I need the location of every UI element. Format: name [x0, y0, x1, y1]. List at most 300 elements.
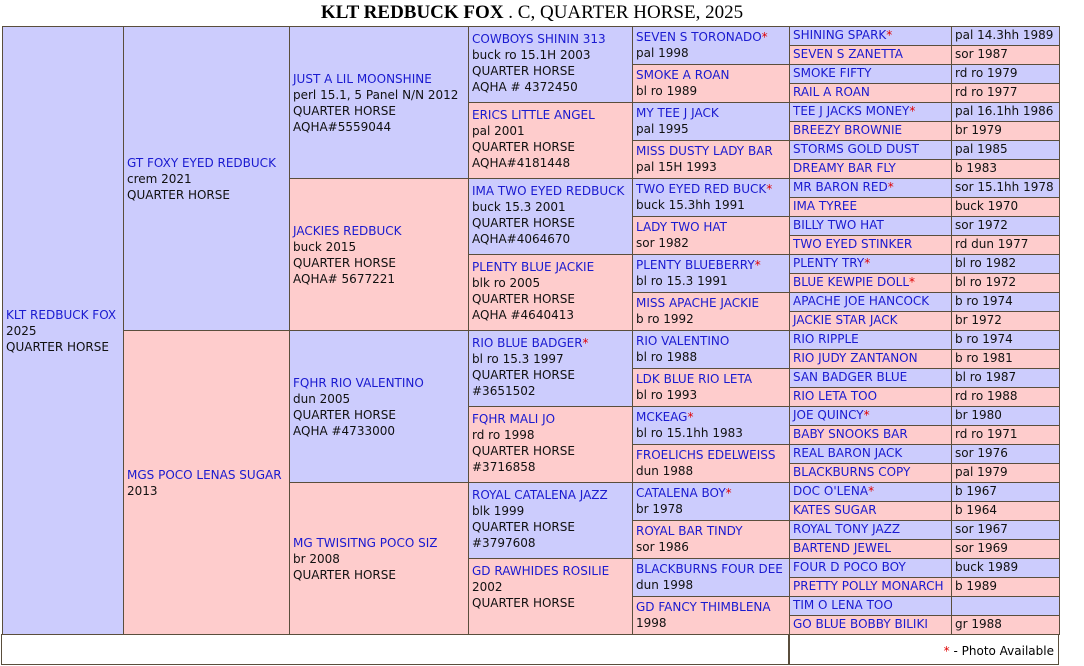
ggg-grandparent-info: rd ro 1979	[955, 66, 1018, 80]
horse-name-link[interactable]: SEVEN S ZANETTA	[793, 47, 903, 61]
gg-grandparent-name[interactable]	[636, 409, 786, 425]
horse-name-link[interactable]: GD FANCY THIMBLENA	[636, 600, 771, 614]
ggg-grandparent-info: sor 1967	[955, 522, 1008, 536]
horse-detail-line: dun 2005	[293, 391, 351, 406]
ggg-grandparent-info: rd ro 1977	[955, 85, 1018, 99]
horse-detail-line: QUARTER HORSE	[472, 64, 575, 78]
great-grandparent-cell	[468, 26, 633, 103]
gg-grandparent-name[interactable]	[636, 447, 786, 463]
ggg-grandparent-name[interactable]	[793, 578, 948, 594]
horse-name-link[interactable]: ROYAL CATALENA JAZZ	[472, 488, 608, 502]
ggg-grandparent-name[interactable]	[793, 65, 948, 81]
horse-detail-line: buck 2015	[293, 239, 357, 254]
horse-detail-line: QUARTER HORSE	[472, 444, 575, 458]
horse-name-link[interactable]: DOC O'LENA	[793, 484, 869, 498]
gg-grandparent-name[interactable]	[636, 333, 786, 349]
ggg-grandparent-info: buck 1970	[955, 199, 1019, 213]
subject-horse-name[interactable]	[6, 307, 120, 323]
horse-name-link[interactable]: FROELICHS EDELWEISS	[636, 448, 776, 462]
horse-name-link[interactable]: KLT REDBUCK FOX	[6, 307, 117, 322]
horse-name-link[interactable]: LDK BLUE RIO LETA	[636, 372, 753, 386]
horse-detail-line: AQHA # 4372450	[472, 80, 578, 94]
ggg-grandparent-info-cell	[951, 178, 1060, 198]
ggg-grandparent-name[interactable]	[793, 84, 948, 100]
ggg-grandparent-name-cell	[789, 140, 952, 160]
ggg-grandparent-info-cell	[951, 482, 1060, 502]
ggg-grandparent-name[interactable]	[793, 160, 948, 176]
ggg-grandparent-info: b ro 1981	[955, 351, 1013, 365]
horse-name-link[interactable]: DREAMY BAR FLY	[793, 161, 896, 175]
ggg-grandparent-name-cell	[789, 102, 952, 122]
horse-name-link[interactable]: JACKIES REDBUCK	[293, 223, 402, 238]
gg-grandparent-cell	[632, 64, 790, 103]
horse-name-link[interactable]: COWBOYS SHININ 313	[472, 32, 606, 46]
gg-grandparent-cell	[632, 140, 790, 179]
horse-name-link[interactable]: TWO EYED STINKER	[793, 237, 913, 251]
ggg-grandparent-name-cell	[789, 178, 952, 198]
ggg-grandparent-info-cell	[951, 387, 1060, 407]
ggg-grandparent-name-cell	[789, 235, 952, 255]
ggg-grandparent-info: rd ro 1988	[955, 389, 1018, 403]
gg-grandparent-name[interactable]	[636, 29, 786, 45]
ggg-grandparent-name[interactable]	[793, 331, 948, 347]
horse-detail-line: QUARTER HORSE	[127, 187, 230, 202]
ggg-grandparent-info-cell	[951, 26, 1060, 46]
photo-star-icon: *	[886, 28, 893, 42]
gg-grandparent-cell	[632, 444, 790, 483]
horse-detail-line: buck 15.3hh 1991	[636, 198, 745, 212]
ggg-grandparent-info-cell	[951, 330, 1060, 350]
horse-detail-line: QUARTER HORSE	[472, 140, 575, 154]
subject-horse-cell	[2, 26, 124, 635]
ggg-grandparent-name-cell	[789, 406, 952, 426]
ggg-grandparent-info: pal 1985	[955, 142, 1008, 156]
horse-detail-line: br 2008	[293, 551, 340, 566]
ggg-grandparent-info-cell	[951, 501, 1060, 521]
gg-grandparent-cell	[632, 292, 790, 331]
horse-detail-line: AQHA#4064670	[472, 232, 571, 246]
ggg-grandparent-info: br 1972	[955, 313, 1002, 327]
ggg-grandparent-name[interactable]	[793, 122, 948, 138]
horse-name-link[interactable]: MY TEE J JACK	[636, 106, 719, 120]
horse-detail-line: QUARTER HORSE	[472, 520, 575, 534]
horse-detail-line: br 1978	[636, 502, 683, 516]
horse-detail-line: AQHA#5559044	[293, 119, 392, 134]
ggg-grandparent-info: sor 1976	[955, 446, 1008, 460]
horse-name-link[interactable]: JUST A LIL MOONSHINE	[293, 71, 432, 86]
photo-star-icon: *	[864, 256, 871, 270]
gg-grandparent-cell	[632, 102, 790, 141]
ggg-grandparent-info: b 1964	[955, 503, 997, 517]
horse-detail-line: sor 1986	[636, 540, 689, 554]
horse-name-link[interactable]: BLACKBURNS FOUR DEE	[636, 562, 783, 576]
great-grandparent-cell	[468, 330, 633, 407]
ggg-grandparent-info-cell	[951, 254, 1060, 274]
ggg-grandparent-name[interactable]	[793, 293, 948, 309]
ggg-grandparent-info-cell	[951, 64, 1060, 84]
horse-detail-line: QUARTER HORSE	[472, 368, 575, 382]
gg-grandparent-cell	[632, 406, 790, 445]
great-grandparent-name[interactable]	[472, 335, 629, 351]
sire-dam-name[interactable]	[127, 467, 286, 483]
great-grandparent-name[interactable]	[472, 563, 629, 579]
ggg-grandparent-name[interactable]	[793, 426, 948, 442]
horse-name-link[interactable]: MISS DUSTY LADY BAR	[636, 144, 773, 158]
horse-name-link[interactable]: GD RAWHIDES ROSILIE	[472, 564, 610, 578]
horse-detail-line: bl ro 15.3 1997	[472, 352, 564, 366]
pedigree-title	[0, 2, 1064, 24]
horse-detail-line: pal 15H 1993	[636, 160, 717, 174]
horse-detail-line: rd ro 1998	[472, 428, 535, 442]
ggg-grandparent-info-cell	[951, 102, 1060, 122]
ggg-grandparent-info: gr 1988	[955, 617, 1002, 631]
ggg-grandparent-info: buck 1989	[955, 560, 1019, 574]
great-grandparent-name[interactable]	[472, 487, 629, 503]
horse-name-link[interactable]: BREEZY BROWNIE	[793, 123, 903, 137]
ggg-grandparent-info: b 1989	[955, 579, 997, 593]
ggg-grandparent-name-cell	[789, 463, 952, 483]
ggg-grandparent-name[interactable]	[793, 179, 948, 195]
horse-detail-line: bl ro 1993	[636, 388, 698, 402]
ggg-grandparent-info-cell	[951, 83, 1060, 103]
grandparent-cell	[289, 330, 469, 483]
ggg-grandparent-info: sor 15.1hh 1978	[955, 180, 1054, 194]
horse-detail-line: #3651502	[472, 384, 536, 398]
horse-detail-line: QUARTER HORSE	[293, 255, 396, 270]
ggg-grandparent-name[interactable]	[793, 559, 948, 575]
horse-name-link[interactable]: FOUR D POCO BOY	[793, 560, 906, 574]
photo-star-icon: *	[687, 410, 694, 424]
ggg-grandparent-info-cell	[951, 577, 1060, 597]
horse-name-link[interactable]: SAN BADGER BLUE	[793, 370, 908, 384]
great-grandparent-name[interactable]	[472, 183, 629, 199]
ggg-grandparent-name[interactable]	[793, 255, 948, 271]
horse-name-link[interactable]: PLENTY BLUE JACKIE	[472, 260, 595, 274]
horse-detail-line: 2002	[472, 580, 503, 594]
ggg-grandparent-info-cell	[951, 406, 1060, 426]
ggg-grandparent-info-cell	[951, 159, 1060, 179]
photo-available-legend	[789, 634, 1059, 665]
ggg-grandparent-info: sor 1969	[955, 541, 1008, 555]
horse-detail-line: pal 2001	[472, 124, 525, 138]
horse-detail-line: #3716858	[472, 460, 536, 474]
horse-detail-line: QUARTER HORSE	[472, 216, 575, 230]
horse-name-link[interactable]: STORMS GOLD DUST	[793, 142, 919, 156]
horse-name-link[interactable]: GO BLUE BOBBY BILIKI	[793, 617, 928, 631]
great-grandparent-cell	[468, 406, 633, 483]
horse-name-link[interactable]: LADY TWO HAT	[636, 220, 727, 234]
ggg-grandparent-info-cell	[951, 292, 1060, 312]
horse-detail-line: bl ro 1988	[636, 350, 698, 364]
ggg-grandparent-name-cell	[789, 596, 952, 616]
gg-grandparent-name[interactable]	[636, 257, 786, 273]
ggg-grandparent-name-cell	[789, 330, 952, 350]
ggg-grandparent-name-cell	[789, 311, 952, 331]
ggg-grandparent-name[interactable]	[793, 103, 948, 119]
gg-grandparent-cell	[632, 330, 790, 369]
grandparent-cell	[289, 482, 469, 635]
ggg-grandparent-info: rd dun 1977	[955, 237, 1029, 251]
ggg-grandparent-name[interactable]	[793, 540, 948, 556]
horse-detail-line: QUARTER HORSE	[293, 407, 396, 422]
sire-dam-cell	[123, 330, 290, 635]
horse-detail-line: blk ro 2005	[472, 276, 541, 290]
great-grandparent-cell	[468, 254, 633, 331]
ggg-grandparent-name-cell	[789, 292, 952, 312]
gg-grandparent-name[interactable]	[636, 295, 786, 311]
ggg-grandparent-info-cell	[951, 539, 1060, 559]
ggg-grandparent-info: bl ro 1987	[955, 370, 1017, 384]
horse-name-link[interactable]: PLENTY BLUEBERRY	[636, 258, 755, 272]
horse-name-link[interactable]: BABY SNOOKS BAR	[793, 427, 908, 441]
horse-detail-line: crem 2021	[127, 171, 192, 186]
horse-name-link[interactable]: BLACKBURNS COPY	[793, 465, 911, 479]
ggg-grandparent-name[interactable]	[793, 198, 948, 214]
horse-name-link[interactable]: IMA TYREE	[793, 199, 858, 213]
ggg-grandparent-info: sor 1972	[955, 218, 1008, 232]
ggg-grandparent-info-cell	[951, 311, 1060, 331]
ggg-grandparent-name[interactable]	[793, 274, 948, 290]
ggg-grandparent-name-cell	[789, 501, 952, 521]
horse-name-link[interactable]: REAL BARON JACK	[793, 446, 903, 460]
gg-grandparent-name[interactable]	[636, 67, 786, 83]
horse-detail-line: 1998	[636, 616, 667, 630]
ggg-grandparent-info: b ro 1974	[955, 294, 1013, 308]
ggg-grandparent-name-cell	[789, 368, 952, 388]
horse-name-link[interactable]: TIM O LENA TOO	[793, 598, 893, 612]
photo-star-icon: *	[909, 275, 916, 289]
horse-detail-line: perl 15.1, 5 Panel N/N 2012	[293, 87, 459, 102]
ggg-grandparent-name[interactable]	[793, 236, 948, 252]
ggg-grandparent-info-cell	[951, 121, 1060, 141]
ggg-grandparent-name-cell	[789, 520, 952, 540]
horse-name-link[interactable]: MCKEAG	[636, 410, 688, 424]
horse-detail-line: QUARTER HORSE	[293, 103, 396, 118]
horse-name-link[interactable]: SHINING SPARK	[793, 28, 887, 42]
ggg-grandparent-info-cell	[951, 197, 1060, 217]
horse-name-link[interactable]: FQHR MALI JO	[472, 412, 556, 426]
horse-name-link[interactable]: TWO EYED RED BUCK	[636, 182, 767, 196]
sire-dam-name[interactable]	[127, 155, 286, 171]
horse-name-link[interactable]: BARTEND JEWEL	[793, 541, 892, 555]
horse-name-link[interactable]: IMA TWO EYED REDBUCK	[472, 184, 625, 198]
ggg-grandparent-name-cell	[789, 577, 952, 597]
horse-name-link[interactable]: RIO BLUE BADGER	[472, 336, 583, 350]
ggg-grandparent-name-cell	[789, 615, 952, 635]
ggg-grandparent-name-cell	[789, 558, 952, 578]
horse-name-link[interactable]: SMOKE A ROAN	[636, 68, 730, 82]
horse-name-link[interactable]: MG TWISITNG POCO SIZ	[293, 535, 438, 550]
photo-star-icon: *	[909, 104, 916, 118]
horse-name-link[interactable]: RIO JUDY ZANTANON	[793, 351, 918, 365]
ggg-grandparent-info: b 1983	[955, 161, 997, 175]
gg-grandparent-cell	[632, 254, 790, 293]
horse-name-link[interactable]: FQHR RIO VALENTINO	[293, 375, 424, 390]
horse-name-link[interactable]: JACKIE STAR JACK	[793, 313, 898, 327]
ggg-grandparent-info-cell	[951, 520, 1060, 540]
horse-name-link[interactable]: MISS APACHE JACKIE	[636, 296, 760, 310]
great-grandparent-name[interactable]	[472, 107, 629, 123]
ggg-grandparent-name[interactable]	[793, 464, 948, 480]
ggg-grandparent-info-cell	[951, 140, 1060, 160]
horse-name-link[interactable]: PRETTY POLLY MONARCH	[793, 579, 944, 593]
horse-name-link[interactable]: RIO LETA TOO	[793, 389, 878, 403]
ggg-grandparent-info-cell	[951, 596, 1060, 616]
ggg-grandparent-name-cell	[789, 482, 952, 502]
gg-grandparent-cell	[632, 26, 790, 65]
photo-star-icon: *	[943, 644, 950, 658]
ggg-grandparent-name-cell	[789, 349, 952, 369]
horse-detail-line: pal 1998	[636, 46, 689, 60]
ggg-grandparent-info-cell	[951, 273, 1060, 293]
horse-detail-line: blk 1999	[472, 504, 525, 518]
horse-name-link[interactable]: JOE QUINCY	[793, 408, 864, 422]
ggg-grandparent-name-cell	[789, 387, 952, 407]
horse-detail-line: 2025	[6, 323, 37, 338]
horse-detail-line: QUARTER HORSE	[293, 567, 396, 582]
ggg-grandparent-name[interactable]	[793, 445, 948, 461]
horse-detail-line: bl ro 15.3 1991	[636, 274, 728, 288]
great-grandparent-name[interactable]	[472, 31, 629, 47]
horse-detail-line: bl ro 15.1hh 1983	[636, 426, 743, 440]
gg-grandparent-cell	[632, 596, 790, 635]
horse-name-link[interactable]: GT FOXY EYED REDBUCK	[127, 155, 276, 170]
ggg-grandparent-name[interactable]	[793, 616, 948, 632]
grandparent-name[interactable]	[293, 535, 465, 551]
ggg-grandparent-name-cell	[789, 425, 952, 445]
ggg-grandparent-name[interactable]	[793, 312, 948, 328]
gg-grandparent-name[interactable]	[636, 485, 786, 501]
gg-grandparent-name[interactable]	[636, 523, 786, 539]
grandparent-name[interactable]	[293, 375, 465, 391]
ggg-grandparent-name-cell	[789, 197, 952, 217]
horse-detail-line: 2013	[127, 483, 158, 498]
ggg-grandparent-info-cell	[951, 558, 1060, 578]
horse-detail-line: QUARTER HORSE	[6, 339, 109, 354]
horse-detail-line: AQHA# 5677221	[293, 271, 395, 286]
horse-name-link[interactable]: MR BARON RED	[793, 180, 888, 194]
ggg-grandparent-name[interactable]	[793, 483, 948, 499]
horse-name-link[interactable]: ROYAL BAR TINDY	[636, 524, 743, 538]
horse-detail-line: AQHA#4181448	[472, 156, 571, 170]
gg-grandparent-name[interactable]	[636, 599, 786, 615]
ggg-grandparent-info: sor 1987	[955, 47, 1008, 61]
horse-name-link[interactable]: ROYAL TONY JAZZ	[793, 522, 901, 536]
ggg-grandparent-name[interactable]	[793, 350, 948, 366]
horse-name-link[interactable]: SMOKE FIFTY	[793, 66, 872, 80]
horse-detail-line: QUARTER HORSE	[472, 292, 575, 306]
ggg-grandparent-name[interactable]	[793, 521, 948, 537]
ggg-grandparent-info-cell	[951, 349, 1060, 369]
ggg-grandparent-name[interactable]	[793, 141, 948, 157]
grandparent-cell	[289, 26, 469, 179]
ggg-grandparent-info: rd ro 1971	[955, 427, 1018, 441]
ggg-grandparent-info-cell	[951, 368, 1060, 388]
great-grandparent-cell	[468, 558, 633, 635]
horse-name-link[interactable]: MGS POCO LENAS SUGAR	[127, 467, 282, 482]
ggg-grandparent-info: b 1967	[955, 484, 997, 498]
great-grandparent-cell	[468, 178, 633, 255]
horse-name-link[interactable]: KATES SUGAR	[793, 503, 877, 517]
horse-detail-line: buck 15.3 2001	[472, 200, 566, 214]
ggg-grandparent-name[interactable]	[793, 27, 948, 43]
horse-name-link[interactable]: RIO VALENTINO	[636, 334, 730, 348]
ggg-grandparent-name-cell	[789, 216, 952, 236]
gg-grandparent-cell	[632, 368, 790, 407]
ggg-grandparent-name-cell	[789, 45, 952, 65]
horse-name-link[interactable]: BLUE KEWPIE DOLL	[793, 275, 910, 289]
horse-detail-line: dun 1998	[636, 578, 694, 592]
horse-detail-line: #3797608	[472, 536, 536, 550]
great-grandparent-name[interactable]	[472, 259, 629, 275]
ggg-grandparent-name-cell	[789, 444, 952, 464]
sire-dam-cell	[123, 26, 290, 331]
gg-grandparent-cell	[632, 520, 790, 559]
horse-name-link[interactable]: RIO RIPPLE	[793, 332, 859, 346]
ggg-grandparent-name[interactable]	[793, 502, 948, 518]
horse-name-link[interactable]: PLENTY TRY	[793, 256, 865, 270]
gg-grandparent-name[interactable]	[636, 181, 786, 197]
ggg-grandparent-name[interactable]	[793, 369, 948, 385]
ggg-grandparent-info: bl ro 1982	[955, 256, 1017, 270]
horse-name-link[interactable]: BILLY TWO HAT	[793, 218, 884, 232]
horse-name-link[interactable]: CATALENA BOY	[636, 486, 726, 500]
gg-grandparent-name[interactable]	[636, 561, 786, 577]
grandparent-name[interactable]	[293, 223, 465, 239]
ggg-grandparent-name[interactable]	[793, 388, 948, 404]
photo-star-icon: *	[725, 486, 732, 500]
horse-detail-line: AQHA #4640413	[472, 308, 574, 322]
ggg-grandparent-name-cell	[789, 83, 952, 103]
ggg-grandparent-name-cell	[789, 26, 952, 46]
ggg-grandparent-info: pal 14.3hh 1989	[955, 28, 1054, 42]
ggg-grandparent-name-cell	[789, 273, 952, 293]
great-grandparent-name[interactable]	[472, 411, 629, 427]
horse-name-link[interactable]: APACHE JOE HANCOCK	[793, 294, 930, 308]
ggg-grandparent-info: br 1980	[955, 408, 1002, 422]
ggg-grandparent-name[interactable]	[793, 597, 948, 613]
grandparent-name[interactable]	[293, 71, 465, 87]
ggg-grandparent-name-cell	[789, 254, 952, 274]
ggg-grandparent-name[interactable]	[793, 217, 948, 233]
ggg-grandparent-name-cell	[789, 64, 952, 84]
gg-grandparent-name[interactable]	[636, 105, 786, 121]
horse-name-link[interactable]: TEE J JACKS MONEY	[793, 104, 910, 118]
gg-grandparent-name[interactable]	[636, 143, 786, 159]
horse-detail-line: AQHA #4733000	[293, 423, 395, 438]
ggg-grandparent-info: bl ro 1972	[955, 275, 1017, 289]
photo-star-icon: *	[761, 30, 768, 44]
horse-name-link[interactable]: SEVEN S TORONADO	[636, 30, 762, 44]
ggg-grandparent-name-cell	[789, 539, 952, 559]
ggg-grandparent-info-cell	[951, 444, 1060, 464]
photo-star-icon: *	[887, 180, 894, 194]
gg-grandparent-name[interactable]	[636, 371, 786, 387]
horse-name-link[interactable]: ERICS LITTLE ANGEL	[472, 108, 595, 122]
horse-name-link[interactable]: RAIL A ROAN	[793, 85, 870, 99]
great-grandparent-cell	[468, 482, 633, 559]
ggg-grandparent-name[interactable]	[793, 46, 948, 62]
gg-grandparent-name[interactable]	[636, 219, 786, 235]
footer-blank-cell	[1, 634, 789, 665]
ggg-grandparent-name[interactable]	[793, 407, 948, 423]
photo-star-icon: *	[863, 408, 870, 422]
great-grandparent-cell	[468, 102, 633, 179]
ggg-grandparent-info-cell	[951, 615, 1060, 635]
ggg-grandparent-info: pal 16.1hh 1986	[955, 104, 1054, 118]
horse-detail-line: QUARTER HORSE	[472, 596, 575, 610]
ggg-grandparent-info-cell	[951, 235, 1060, 255]
